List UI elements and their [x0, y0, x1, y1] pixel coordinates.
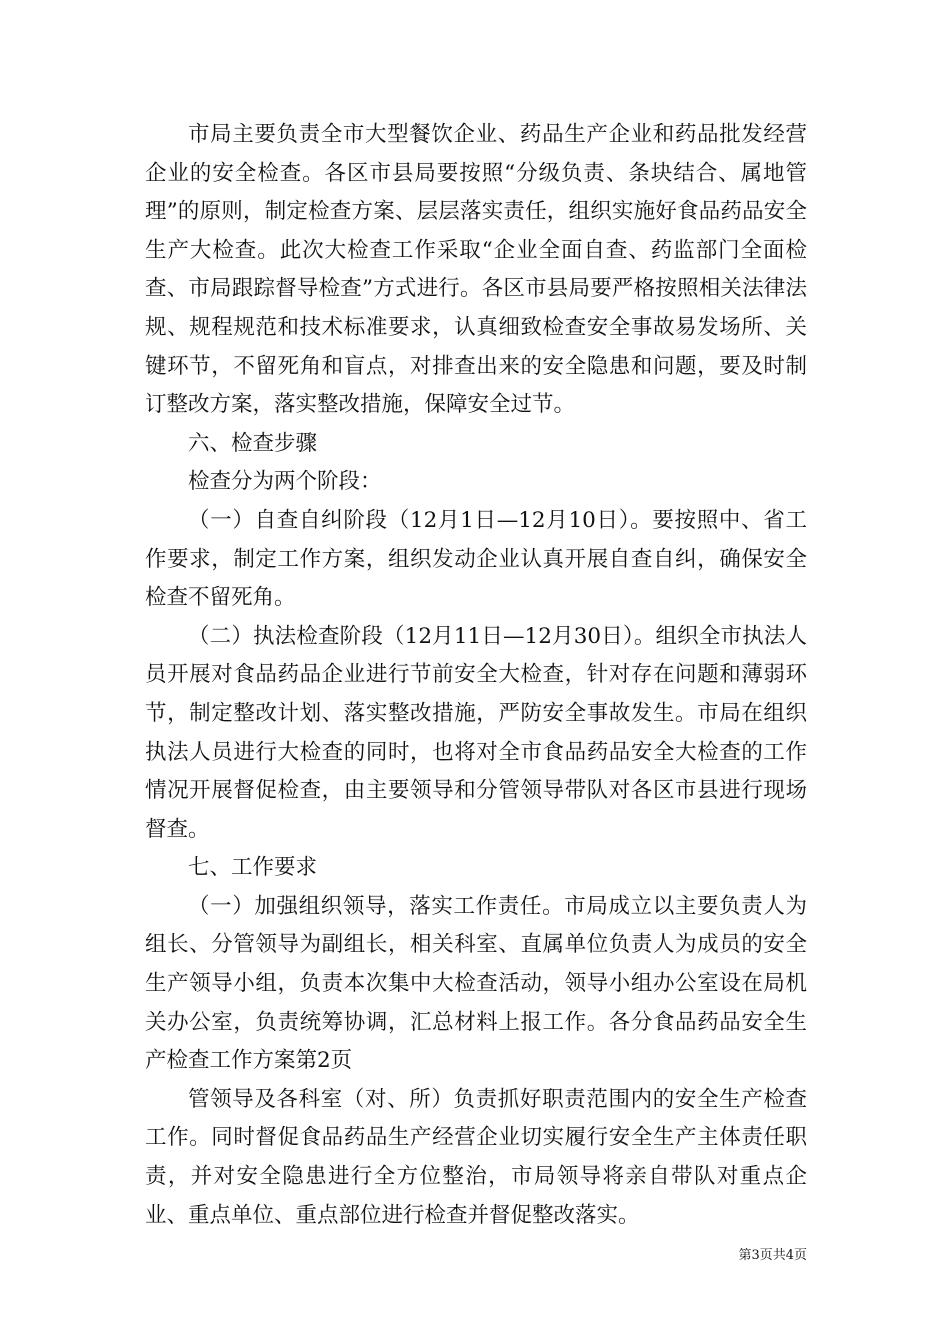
document-body	[145, 116, 807, 1235]
paragraph-enforcement-stage: （二）执法检查阶段（12月11日—12月30日）。组织全市执法人员开展对食品药品企业进行节前安全大检查，针对存在问题和薄弱环节，制定整改计划、落实整改措施，严防安全事故发生。市局在组织执法人员进行大检查的同时，也将对全市食品药品安全大检查的工作情况开展督促检查，由主要领导和分管领导带队对各区市县进行现场督查。	[145, 623, 807, 842]
paragraph-organization-leadership: （一）加强组织领导，落实工作责任。市局成立以主要负责人为组长、分管领导为副组长，相关科室、直属单位负责人为成员的安全生产领导小组，负责本次集中大检查活动，领导小组办公室设在局机关办公室，负责统筹协调，汇总材料上报工作。各分食品药品安全生产检查工作方案第2页	[145, 893, 807, 1074]
page-indicator: 第3页共4页	[738, 1248, 807, 1263]
paragraph-city-bureau-responsibility: 市局主要负责全市大型餐饮企业、药品生产企业和药品批发经营企业的安全检查。各区市县局要按照“分级负责、条块结合、属地管理”的原则，制定检查方案、层层落实责任，组织实施好食品药品安全生产大检查。此次大检查工作采取“企业全面自查、药监部门全面检查、市局跟踪督导检查”方式进行。各区市县局要严格按照相关法律法规、规程规范和技术标准要求，认真细致检查安全事故易发场所、关键环节，不留死角和盲点，对排查出来的安全隐患和问题，要及时制订整改方案，落实整改措施，保障安全过节。	[145, 122, 807, 418]
section-heading-work-requirements: 七、工作要求	[188, 855, 318, 881]
paragraph-self-inspection-stage: （一）自查自纠阶段（12月1日—12月10日）。要按照中、省工作要求，制定工作方案，组织发动企业认真开展自查自纠，确保安全检查不留死角。	[145, 507, 807, 611]
paragraph-two-stages: 检查分为两个阶段：	[188, 469, 382, 495]
paragraph-department-duties: 管领导及各科室（对、所）负责抓好职责范围内的安全生产检查工作。同时督促食品药品生产经营企业切实履行安全生产主体责任职责，并对安全隐患进行全方位整治，市局领导将亲自带队对重点企业、重点单位、重点部位进行检查并督促整改落实。	[145, 1086, 807, 1228]
section-heading-inspection-steps: 六、检查步骤	[188, 430, 318, 456]
